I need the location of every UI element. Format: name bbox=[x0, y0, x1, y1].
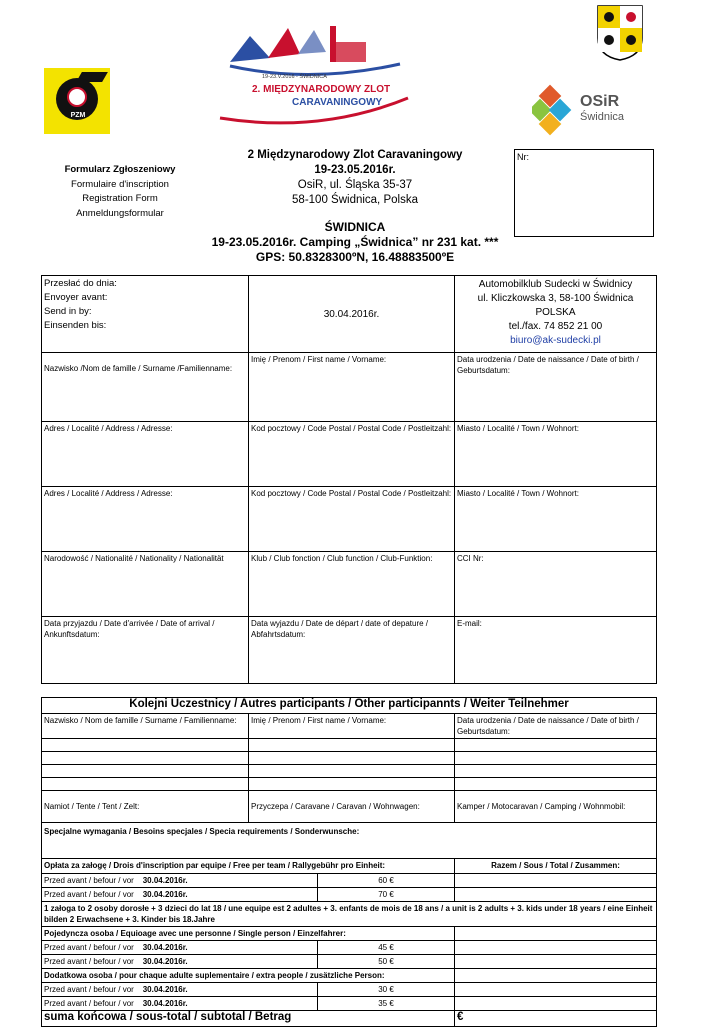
team-fee-before: 60 € bbox=[318, 874, 455, 888]
postal-code-field-2[interactable]: Kod pocztowy / Code Postal / Postal Code / Postleitzahl: bbox=[249, 487, 455, 552]
event-gps: GPS: 50.8328300ºN, 16.48883500ºE bbox=[255, 250, 455, 264]
club-field[interactable]: Klub / Club fonction / Club function / Club-Funktion: bbox=[249, 552, 455, 617]
organizer-email-link[interactable]: biuro@ak-sudecki.pl bbox=[510, 335, 601, 346]
name-row bbox=[42, 353, 657, 422]
address-field-2[interactable]: Adres / Localité / Address / Adresse: bbox=[42, 487, 249, 552]
event-camping: 19-23.05.2016r. Camping „Świdnica” nr 231 kat. *** bbox=[211, 235, 499, 249]
send-by-pl: Przesłać do dnia: bbox=[44, 278, 117, 289]
nationality-row bbox=[42, 552, 657, 617]
caravan-option[interactable]: Przyczepa / Caravane / Caravan / Wohnwagen: bbox=[249, 791, 455, 823]
send-by-cell bbox=[42, 276, 249, 353]
crew-note: 1 załoga to 2 osoby dorosłe + 3 dzieci do lat 18 / une equipe est 2 adultes + 3. enfants de mois de 18 ans / a unit is 2 adults + 3. kids under 18 years / eine Einheit bilden 2 Erwachsene + 3. Kinder bis 18.Jahre bbox=[42, 902, 657, 927]
participant-surname-header: Nazwisko / Nom de famille / Surname / Familienname: bbox=[42, 714, 249, 739]
total-header: Razem / Sous / Total / Zusammen: bbox=[455, 859, 657, 874]
address-row-1 bbox=[42, 422, 657, 487]
send-by-de: Einsenden bis: bbox=[44, 320, 107, 331]
osir-logo-subtext: Świdnica bbox=[580, 111, 625, 123]
sum-label: suma końcowa / sous-total / subtotal / Betrag bbox=[42, 1011, 455, 1027]
banner-sail-icon bbox=[230, 36, 270, 62]
city-crest bbox=[596, 4, 644, 62]
extra-fee-before-label: Przed avant / befour / vor 30.04.2016r. bbox=[42, 983, 318, 997]
single-fee-header: Pojedyncza osoba / Equioage avec une personne / Single person / Einzelfahrer: bbox=[42, 927, 455, 941]
extra-fee-after: 35 € bbox=[318, 997, 455, 1011]
organizer-phone: tel./fax. 74 852 21 00 bbox=[508, 321, 603, 332]
crest-crown-icon bbox=[626, 35, 636, 45]
banner-date-text: 19-23.V.2016 - ŚWIDNICA bbox=[262, 74, 327, 80]
banner-title-text: 2. MIĘDZYNARODOWY ZLOT bbox=[252, 84, 391, 95]
event-banner-logo bbox=[210, 6, 420, 128]
form-title-de: Anmeldungsformular bbox=[76, 207, 164, 219]
crest-boar-icon bbox=[604, 35, 614, 45]
crest-eagle-icon bbox=[604, 12, 614, 22]
pzm-logo bbox=[44, 68, 110, 134]
special-requirements-field[interactable]: Specjalne wymagania / Besoins specjales / Specia requirements / Sonderwunsche: bbox=[42, 823, 657, 859]
nationality-field[interactable]: Narodowość / Nationalité / Nationality / Nationalität bbox=[42, 552, 249, 617]
pzm-checker-icon bbox=[67, 87, 87, 107]
arrival-date-field[interactable]: Data przyjazdu / Date d'arrivée / Date of arrival / Ankunftsdatum: bbox=[42, 617, 249, 684]
banner-sail-icon bbox=[268, 28, 300, 58]
camper-option[interactable]: Kamper / Motocaravan / Camping / Wohnmobil: bbox=[455, 791, 657, 823]
extra-fee-before: 30 € bbox=[318, 983, 455, 997]
extra-fee-total[interactable] bbox=[455, 983, 657, 997]
send-by-en: Send in by: bbox=[44, 306, 92, 317]
extra-fee-header: Dodatkowa osoba / pour chaque adulte suplementaire / extra people / zusätzliche Person: bbox=[42, 969, 455, 983]
participant-row bbox=[42, 765, 657, 778]
event-title: 2 Międzynarodowy Zlot Caravaningowy bbox=[247, 149, 463, 161]
address-field[interactable]: Adres / Localité / Address / Adresse: bbox=[42, 422, 249, 487]
organizer-country: POLSKA bbox=[535, 307, 576, 318]
single-fee-total[interactable] bbox=[455, 941, 657, 955]
registration-number-box[interactable] bbox=[514, 149, 654, 237]
address-row-2 bbox=[42, 487, 657, 552]
banner-swoosh-icon bbox=[230, 64, 400, 75]
sum-total-field[interactable]: € bbox=[455, 1011, 657, 1027]
osir-logo bbox=[532, 78, 642, 138]
birthdate-field[interactable]: Data urodzenia / Date de naissance / Date of birth / Geburtsdatum: bbox=[455, 353, 657, 422]
postal-code-field[interactable]: Kod pocztowy / Code Postal / Postal Code / Postleitzahl: bbox=[249, 422, 455, 487]
form-title-fr: Formulaire d'inscription bbox=[71, 178, 169, 190]
send-row bbox=[42, 276, 657, 353]
participant-birth-header: Data urodzenia / Date de naissance / Date of birth / Geburtsdatum: bbox=[455, 714, 657, 739]
crest-griffin-icon bbox=[626, 12, 636, 22]
event-location-block bbox=[150, 220, 560, 265]
banner-building-icon bbox=[336, 42, 366, 62]
organizer-name: Automobilklub Sudecki w Świdnicy bbox=[478, 279, 633, 290]
event-city: 58-100 Świdnica, Polska bbox=[292, 194, 418, 206]
team-fee-after-label: Przed avant / befour / vor 30.04.2016r. bbox=[42, 888, 318, 902]
banner-subtitle-text: CARAVANINGOWY bbox=[292, 97, 383, 108]
single-fee-total-2[interactable] bbox=[455, 955, 657, 969]
participant-row bbox=[42, 778, 657, 791]
applicant-table bbox=[41, 275, 657, 684]
banner-tower-icon bbox=[330, 26, 336, 62]
participants-table bbox=[41, 697, 657, 859]
dates-row bbox=[42, 617, 657, 684]
town-field-2[interactable]: Miasto / Localité / Town / Wohnort: bbox=[455, 487, 657, 552]
banner-sail-icon bbox=[298, 30, 326, 54]
fees-table bbox=[41, 858, 657, 1027]
team-fee-total-2[interactable] bbox=[455, 888, 657, 902]
send-by-fr: Envoyer avant: bbox=[44, 292, 108, 303]
event-info-block bbox=[170, 148, 540, 208]
form-title-pl: Formularz Zgłoszeniowy bbox=[64, 164, 176, 175]
single-fee-after: 50 € bbox=[318, 955, 455, 969]
event-organizer: OsiR, ul. Śląska 35-37 bbox=[297, 179, 413, 191]
osir-logo-text: OSiR bbox=[580, 93, 620, 110]
deadline-date: 30.04.2016r. bbox=[249, 276, 455, 353]
extra-fee-total-2[interactable] bbox=[455, 997, 657, 1011]
single-fee-after-label: Przed avant / befour / vor 30.04.2016r. bbox=[42, 955, 318, 969]
participants-title: Kolejni Uczestnicy / Autres participants / Other participannts / Weiter Teilnehmer bbox=[42, 698, 657, 714]
organizer-address bbox=[455, 276, 657, 353]
registration-number-label: Nr: bbox=[517, 152, 529, 162]
participant-row bbox=[42, 739, 657, 752]
team-fee-header: Opłata za załogę / Drois d'inscription par equipe / Free per team / Rallygebühr pro Einheit: bbox=[42, 859, 455, 874]
participant-row bbox=[42, 752, 657, 765]
email-field[interactable]: E-mail: bbox=[455, 617, 657, 684]
single-fee-before-label: Przed avant / befour / vor 30.04.2016r. bbox=[42, 941, 318, 955]
extra-fee-after-label: Przed avant / befour / vor 30.04.2016r. bbox=[42, 997, 318, 1011]
town-field[interactable]: Miasto / Localité / Town / Wohnort: bbox=[455, 422, 657, 487]
team-fee-before-label: Przed avant / befour / vor 30.04.2016r. bbox=[42, 874, 318, 888]
departure-date-field[interactable]: Data wyjazdu / Date de départ / date of depature / Abfahrtsdatum: bbox=[249, 617, 455, 684]
participant-firstname-header: Imię / Prenom / First name / Vorname: bbox=[249, 714, 455, 739]
pzm-logo-text: PZM bbox=[70, 112, 86, 119]
team-fee-after: 70 € bbox=[318, 888, 455, 902]
tent-option[interactable]: Namiot / Tente / Tent / Zelt: bbox=[42, 791, 249, 823]
firstname-field[interactable]: Imię / Prenom / First name / Vorname: bbox=[249, 353, 455, 422]
organizer-street: ul. Kliczkowska 3, 58-100 Świdnica bbox=[477, 293, 634, 304]
event-place: ŚWIDNICA bbox=[324, 220, 386, 234]
event-dates: 19-23.05.2016r. bbox=[314, 164, 396, 176]
team-fee-total[interactable] bbox=[455, 874, 657, 888]
surname-field[interactable]: Nazwisko /Nom de famille / Surname /Familienname: bbox=[42, 353, 249, 422]
cci-field[interactable]: CCI Nr: bbox=[455, 552, 657, 617]
form-title-en: Registration Form bbox=[82, 193, 158, 204]
single-fee-before: 45 € bbox=[318, 941, 455, 955]
